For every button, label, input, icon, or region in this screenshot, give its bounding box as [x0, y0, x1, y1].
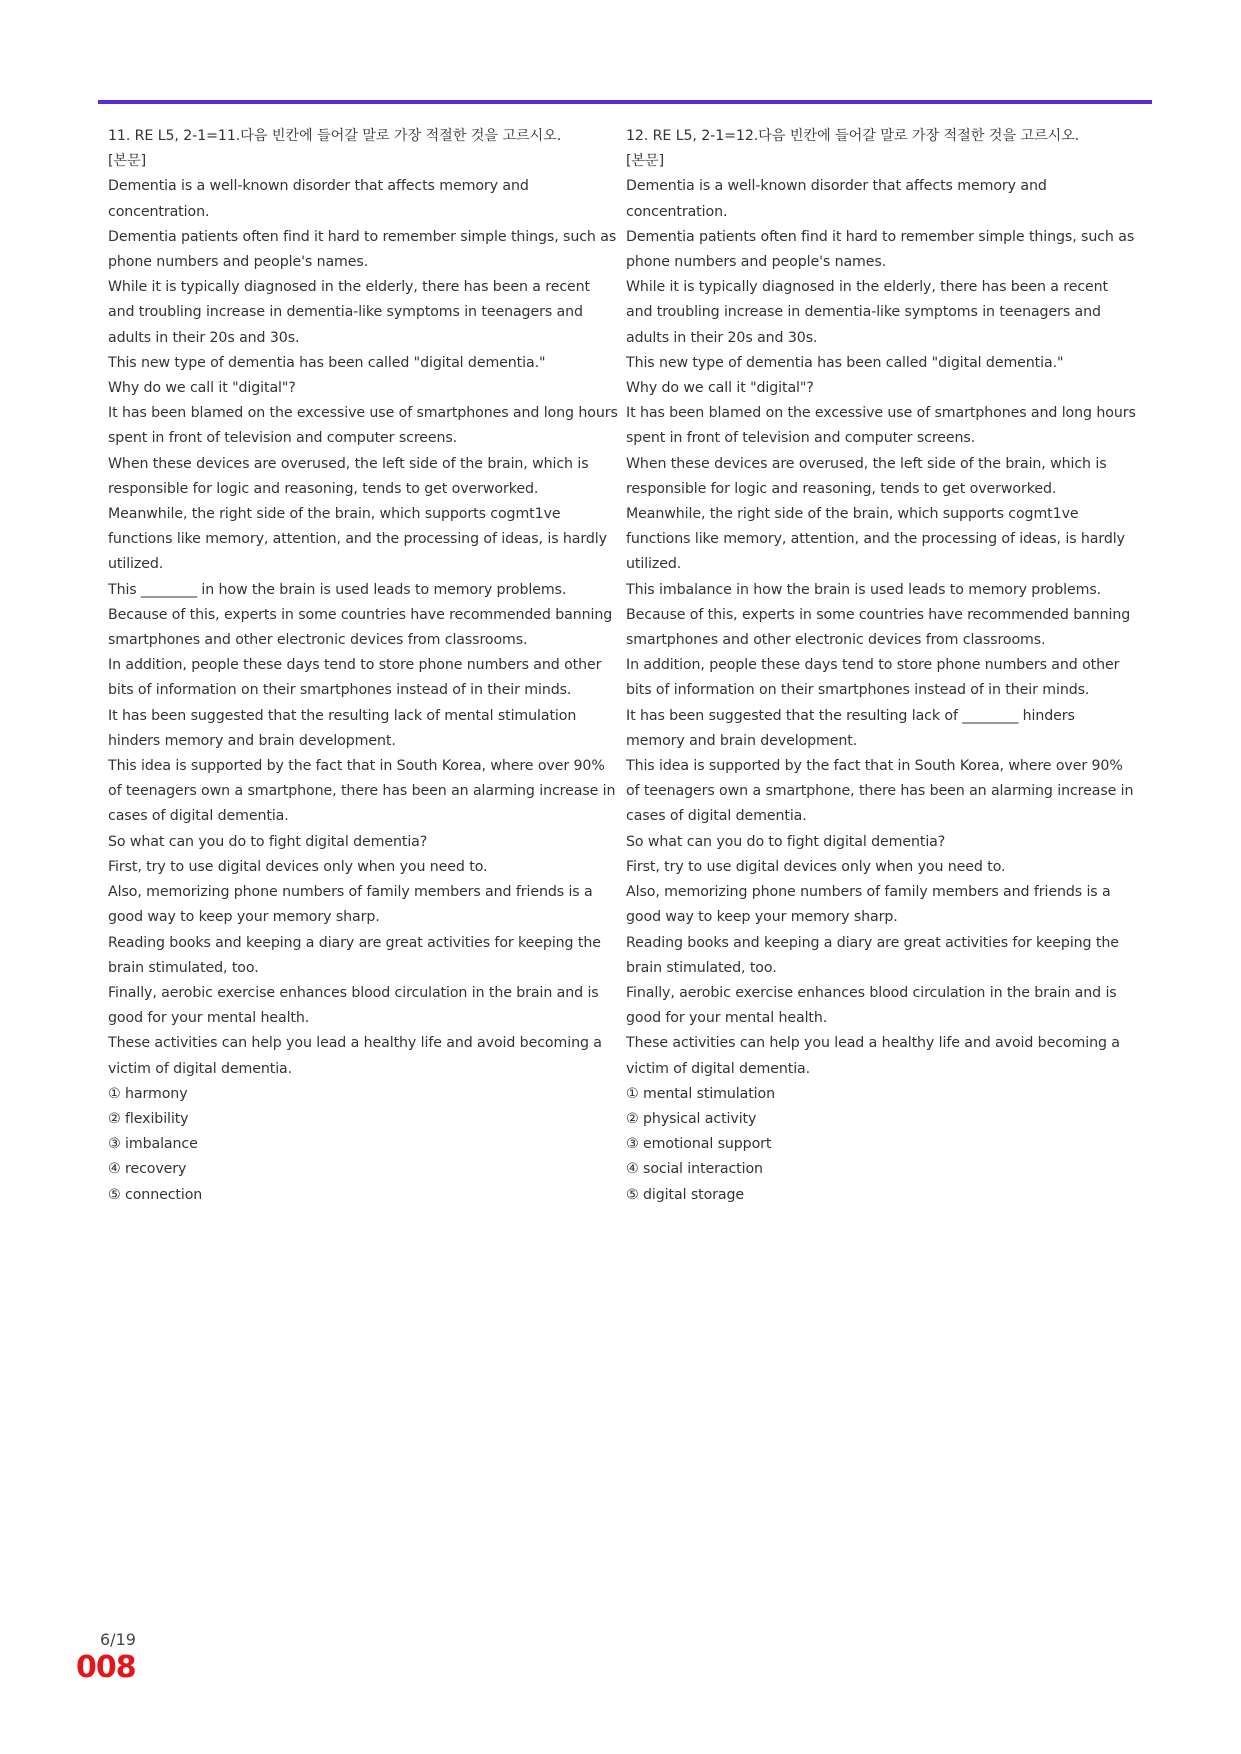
passage-line: So what can you do to fight digital dementia? — [108, 833, 428, 850]
passage-line: While it is typically diagnosed in the elderly, there has been a recent and troubling increase in dementia-like symptoms in teenagers and adults in their 20s and 30s. — [626, 279, 1109, 346]
passage-tag: [본문] — [626, 153, 665, 170]
answer-option-1[interactable]: ① harmony — [108, 1085, 188, 1102]
question-header: 12. RE L5, 2-1=12.다음 빈칸에 들어갈 말로 가장 적절한 것을 고르시오. — [626, 128, 1080, 144]
passage-line: These activities can help you lead a healthy life and avoid becoming a victim of digital dementia. — [626, 1035, 1120, 1077]
answer-option-3[interactable]: ③ imbalance — [108, 1136, 198, 1153]
passage-line: When these devices are overused, the left side of the brain, which is responsible for logic and reasoning, tends to get overworked. — [626, 455, 1107, 497]
passage-line: In addition, people these days tend to store phone numbers and other bits of information on their smartphones instead of in their minds. — [626, 657, 1120, 699]
passage-line: Dementia is a well-known disorder that affects memory and concentration. — [108, 178, 529, 220]
answer-option-5[interactable]: ⑤ digital storage — [626, 1186, 745, 1203]
passage-line: While it is typically diagnosed in the elderly, there has been a recent and troubling increase in dementia-like symptoms in teenagers and adults in their 20s and 30s. — [108, 279, 591, 346]
passage-line: Also, memorizing phone numbers of family members and friends is a good way to keep your memory sharp. — [108, 884, 593, 926]
passage-line: First, try to use digital devices only when you need to. — [626, 858, 1006, 875]
passage-line: First, try to use digital devices only when you need to. — [108, 858, 488, 875]
passage-line: Because of this, experts in some countries have recommended banning smartphones and other electronic devices from classrooms. — [626, 606, 1131, 649]
answer-option-4[interactable]: ④ social interaction — [626, 1161, 763, 1178]
answer-option-4[interactable]: ④ recovery — [108, 1161, 187, 1178]
answer-option-2[interactable]: ② physical activity — [626, 1110, 757, 1127]
passage-line: Why do we call it "digital"? — [108, 380, 296, 397]
passage-line: Dementia is a well-known disorder that affects memory and concentration. — [626, 178, 1047, 220]
passage-line: Reading books and keeping a diary are great activities for keeping the brain stimulated, too. — [108, 934, 601, 976]
passage-line: Finally, aerobic exercise enhances blood circulation in the brain and is good for your mental health. — [108, 984, 599, 1027]
passage-tag: [본문] — [108, 153, 147, 170]
answer-option-5[interactable]: ⑤ connection — [108, 1186, 203, 1203]
answer-option-2[interactable]: ② flexibility — [108, 1110, 189, 1127]
passage-line: Meanwhile, the right side of the brain, which supports cogmt1ve functions like memory, attention, and the processing of ideas, is hardly utilized. — [108, 506, 607, 573]
passage-line: This new type of dementia has been called "digital dementia." — [108, 354, 546, 371]
passage-line: Dementia patients often find it hard to remember simple things, such as phone numbers and people's names. — [108, 228, 617, 271]
passage-line: Finally, aerobic exercise enhances blood circulation in the brain and is good for your mental health. — [626, 984, 1117, 1027]
passage-line: It has been blamed on the excessive use of smartphones and long hours spent in front of television and computer screens. — [108, 405, 618, 447]
header-rule — [98, 100, 1152, 104]
passage-line: It has been blamed on the excessive use of smartphones and long hours spent in front of television and computer screens. — [626, 405, 1136, 447]
passage-line: This idea is supported by the fact that in South Korea, where over 90% of teenagers own a smartphone, there has been an alarming increase in cases of digital dementia. — [626, 758, 1134, 825]
question-11 — [108, 124, 618, 1208]
question-12 — [626, 124, 1136, 1208]
passage-line: It has been suggested that the resulting lack of mental stimulation hinders memory and brain development. — [108, 707, 577, 749]
passage-line-blank: This ________ in how the brain is used leads to memory problems. — [108, 581, 567, 598]
answer-option-3[interactable]: ③ emotional support — [626, 1136, 772, 1153]
passage-line-blank: It has been suggested that the resulting lack of ________ hinders memory and brain development. — [626, 707, 1075, 749]
page-number: 6/19 — [100, 1630, 136, 1649]
passage-line: Also, memorizing phone numbers of family members and friends is a good way to keep your memory sharp. — [626, 884, 1111, 926]
passage-line: When these devices are overused, the left side of the brain, which is responsible for logic and reasoning, tends to get overworked. — [108, 455, 589, 497]
passage-line: Why do we call it "digital"? — [626, 380, 814, 397]
page-code: 008 — [76, 1650, 136, 1685]
question-header: 11. RE L5, 2-1=11.다음 빈칸에 들어갈 말로 가장 적절한 것을 고르시오. — [108, 128, 562, 144]
passage-line: This imbalance in how the brain is used leads to memory problems. — [626, 581, 1102, 598]
passage-line: Because of this, experts in some countries have recommended banning smartphones and other electronic devices from classrooms. — [108, 606, 613, 649]
passage-line: So what can you do to fight digital dementia? — [626, 833, 946, 850]
passage-line: This idea is supported by the fact that in South Korea, where over 90% of teenagers own a smartphone, there has been an alarming increase in cases of digital dementia. — [108, 758, 616, 825]
answer-option-1[interactable]: ① mental stimulation — [626, 1085, 775, 1102]
passage-line: Meanwhile, the right side of the brain, which supports cogmt1ve functions like memory, attention, and the processing of ideas, is hardly utilized. — [626, 506, 1125, 573]
passage-line: Reading books and keeping a diary are great activities for keeping the brain stimulated, too. — [626, 934, 1119, 976]
passage-line: This new type of dementia has been called "digital dementia." — [626, 354, 1064, 371]
passage-line: These activities can help you lead a healthy life and avoid becoming a victim of digital dementia. — [108, 1035, 602, 1077]
passage-line: Dementia patients often find it hard to remember simple things, such as phone numbers and people's names. — [626, 228, 1135, 271]
passage-line: In addition, people these days tend to store phone numbers and other bits of information on their smartphones instead of in their minds. — [108, 657, 602, 699]
